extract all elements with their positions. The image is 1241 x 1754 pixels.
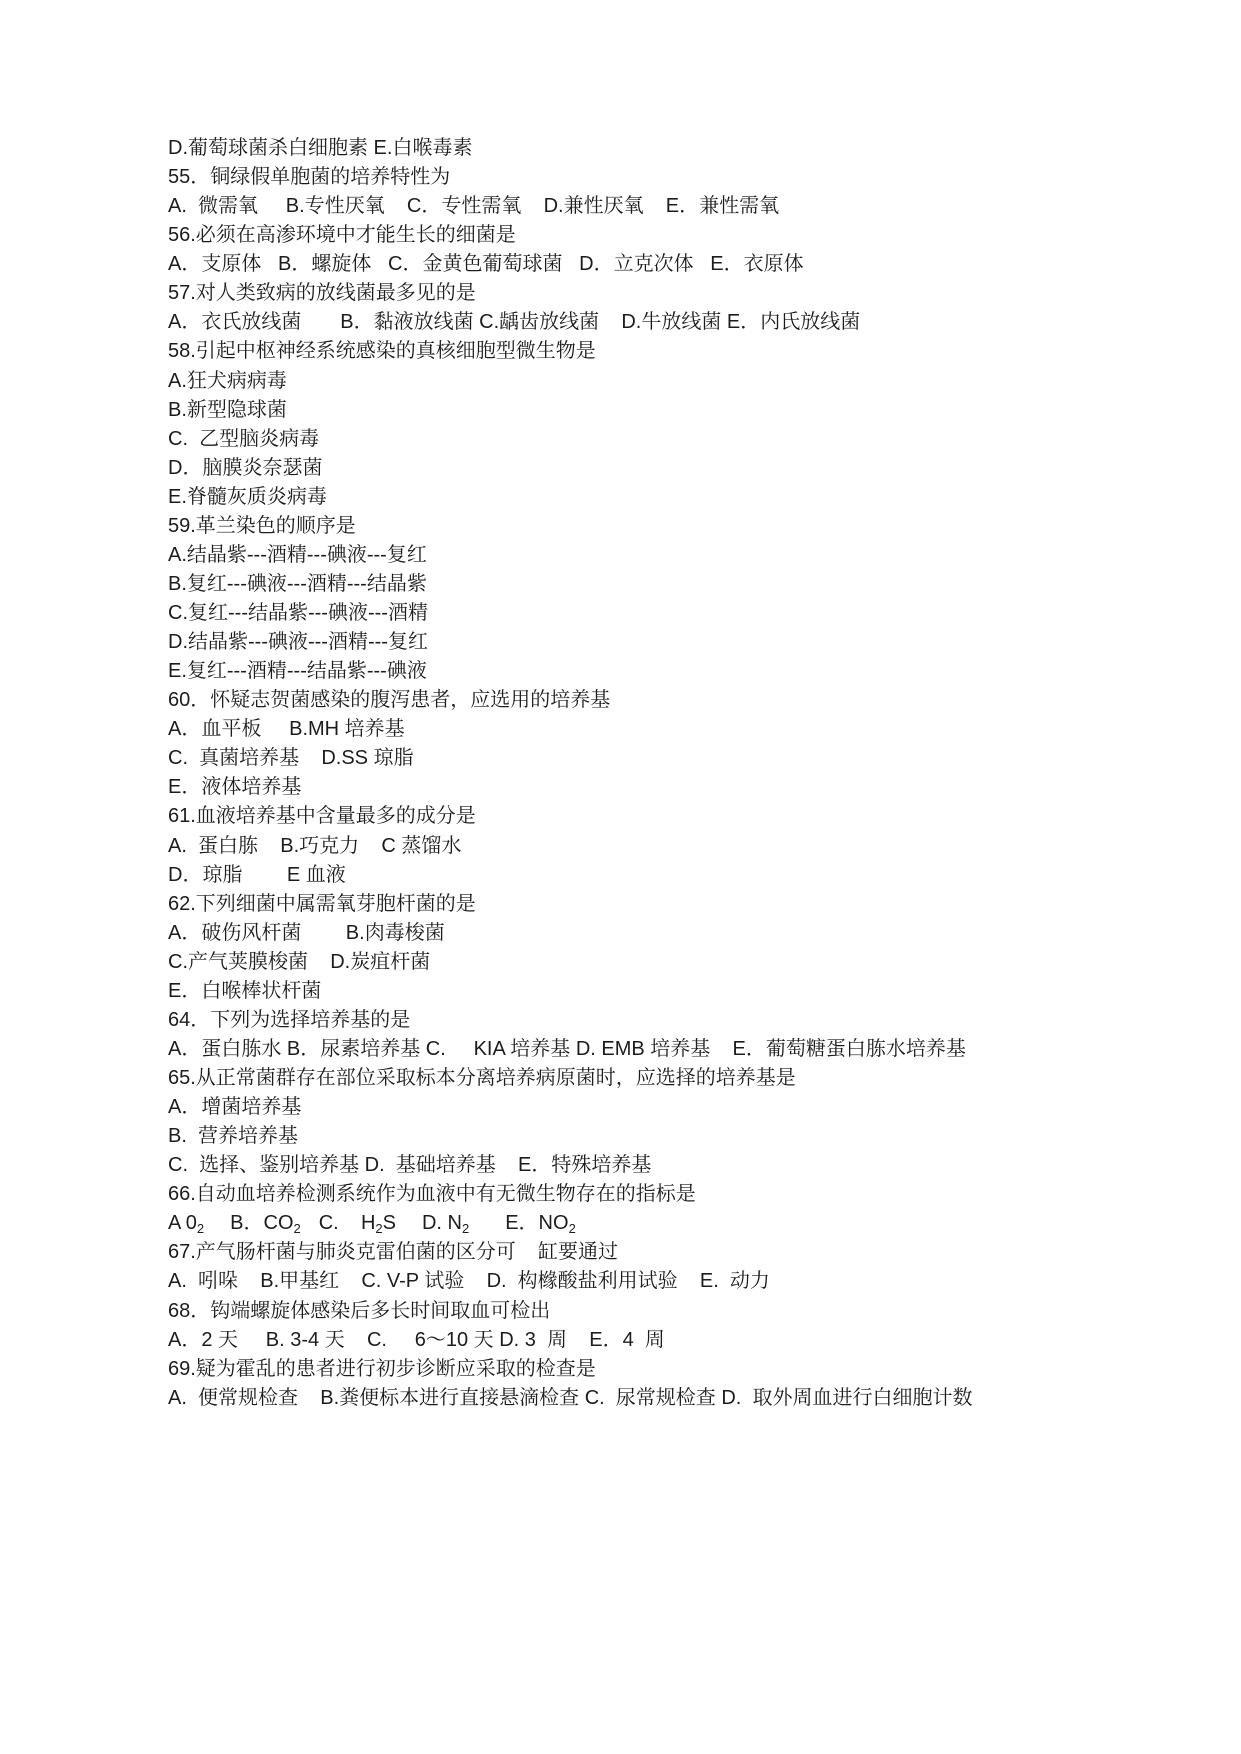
question-59-option-b: B.复红---碘液---酒精---结晶紫 xyxy=(168,572,427,595)
question-61-stem: 61.血液培养基中含量最多的成分是 xyxy=(168,805,476,828)
question-62-options-cd: C.产气荚膜梭菌 D.炭疽杆菌 xyxy=(168,950,431,973)
question-62-options-ab: A．破伤风杆菌 B.肉毒梭菌 xyxy=(168,921,445,944)
question-64-options: A．蛋白胨水 B．尿素培养基 C. KIA 培养基 D. EMB 培养基 E．葡萄糖蛋白胨水培养基 xyxy=(168,1037,966,1060)
question-58-option-a: A.狂犬病病毒 xyxy=(168,369,287,392)
question-57-options: A．衣氏放线菌 B．黏液放线菌 C.龋齿放线菌 D.牛放线菌 E．内氏放线菌 xyxy=(168,311,861,334)
question-59-option-c: C.复红---结晶紫---碘液---酒精 xyxy=(168,602,428,624)
question-69-stem: 69.疑为霍乱的患者进行初步诊断应采取的检查是 xyxy=(168,1357,596,1380)
question-60-option-e: E．液体培养基 xyxy=(168,776,302,799)
question-62-option-e: E．白喉棒状杆菌 xyxy=(168,979,322,1002)
question-59-stem: 59.革兰染色的顺序是 xyxy=(168,514,356,537)
question-68-options: A．2 天 B. 3-4 天 C. 6～10 天 D. 3 周 E．4 周 xyxy=(168,1328,665,1351)
question-62-stem: 62.下列细菌中属需氧芽胞杆菌的是 xyxy=(168,892,476,915)
question-58-option-d: D．脑膜炎奈瑟菌 xyxy=(168,456,323,479)
question-60-options-cd: C. 真菌培养基 D.SS 琼脂 xyxy=(168,747,414,770)
question-64-stem: 64．下列为选择培养基的是 xyxy=(168,1008,411,1031)
document-page xyxy=(168,134,1168,1413)
question-55-options: A. 微需氧 B.专性厌氧 C．专性需氧 D.兼性厌氧 E．兼性需氧 xyxy=(168,195,780,218)
question-66-option-d: D. $N_2$ xyxy=(421,1212,470,1237)
question-61-options-abc: A. 蛋白胨 B.巧克力 C 蒸馏水 xyxy=(168,834,462,857)
question-59-option-d: D.结晶紫---碘液---酒精---复红 xyxy=(168,631,428,654)
question-61-options-de: D．琼脂 E 血液 xyxy=(168,863,346,886)
question-65-option-a: A．增菌培养基 xyxy=(168,1096,302,1119)
question-65-option-b: B. 营养培养基 xyxy=(168,1125,299,1148)
question-66-option-e: E．$NO_2$ xyxy=(505,1212,576,1237)
question-58-stem: 58.引起中枢神经系统感染的真核细胞型微生物是 xyxy=(168,340,596,363)
question-60-stem: 60．怀疑志贺菌感染的腹泻患者，应选用的培养基 xyxy=(168,689,611,712)
question-66-option-a: A $0_2$ xyxy=(168,1212,205,1237)
question-67-stem: 67.产气肠杆菌与肺炎克雷伯菌的区分可 缸要通过 xyxy=(168,1241,619,1264)
question-65-stem: 65.从正常菌群存在部位采取标本分离培养病原菌时，应选择的培养基是 xyxy=(168,1067,796,1089)
question-58-option-b: B.新型隐球菌 xyxy=(168,398,287,421)
question-68-stem: 68．钩端螺旋体感染后多长时间取血可检出 xyxy=(168,1299,551,1322)
question-65-options-cde: C. 选择、鉴别培养基 D. 基础培养基 E．特殊培养基 xyxy=(168,1154,652,1177)
question-57-stem: 57.对人类致病的放线菌最多见的是 xyxy=(168,282,476,305)
question-66-options xyxy=(168,1209,1168,1238)
question-66-option-c: C. $H_2S$ xyxy=(318,1212,396,1237)
question-56-options: A．支原体 B．螺旋体 C．金黄色葡萄球菌 D．立克次体 E．衣原体 xyxy=(168,253,804,276)
question-58-option-c: C. 乙型脑炎病毒 xyxy=(168,427,320,450)
question-59-option-e: E.复红---酒精---结晶紫---碘液 xyxy=(168,660,427,683)
question-55-stem: 55．铜绿假单胞菌的培养特性为 xyxy=(168,166,451,189)
question-66-option-b: B．$CO_2$ xyxy=(230,1212,301,1237)
question-60-options-ab: A．血平板 B.MH 培养基 xyxy=(168,718,405,741)
question-54-options-continuation: D.葡萄球菌杀白细胞素 E.白喉毒素 xyxy=(168,137,473,159)
question-56-stem: 56.必须在高渗环境中才能生长的细菌是 xyxy=(168,224,516,247)
question-66-stem: 66.自动血培养检测系统作为血液中有无微生物存在的指标是 xyxy=(168,1183,696,1206)
question-58-option-e: E.脊髓灰质炎病毒 xyxy=(168,485,327,508)
question-59-option-a: A.结晶紫---酒精---碘液---复红 xyxy=(168,543,427,566)
question-69-options: A. 便常规检查 B.粪便标本进行直接悬滴检查 C. 尿常规检查 D. 取外周血进行白细胞计数 xyxy=(168,1386,973,1409)
question-67-options: A. 吲哚 B.甲基红 C. V-P 试验 D. 构橼酸盐利用试验 E. 动力 xyxy=(168,1270,770,1293)
